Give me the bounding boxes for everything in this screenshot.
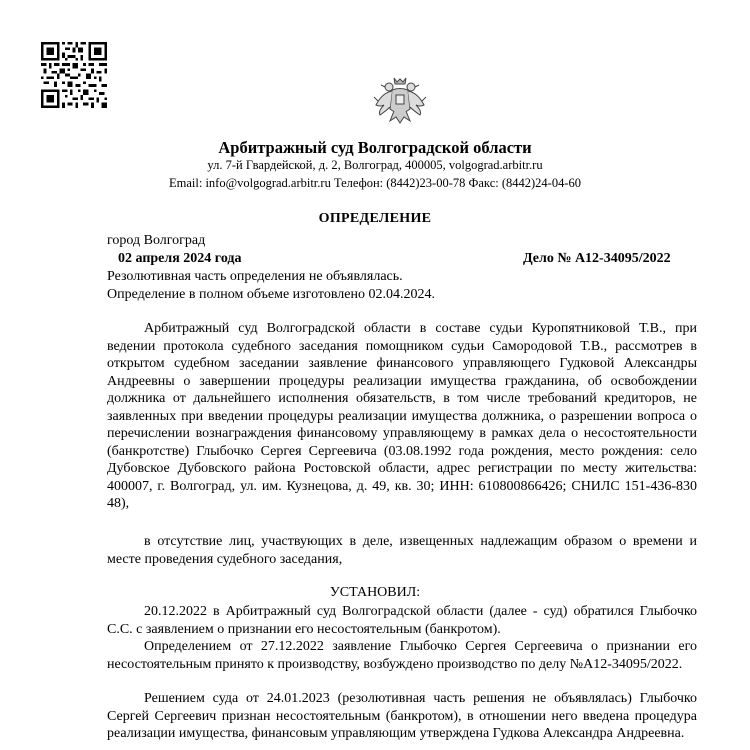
intro-paragraph: Арбитражный суд Волгоградской области в составе судьи Куропятниковой Т.В., при ведении протокола судебного заседания помощником судьи Самородовой Т.В., рассмотрев в открытом судебном заседании заявление финансового управляющего Гудковой Александры Андреевны о завершении процедуры реализации имущества гражданина, об освобождении должника от дальнейшего исполнения обязательств, в том числе требований кредиторов, не заявленных при введении процедуры реализации имущества должника, о разрешении вопроса о перечислении вознаграждения финансовому управляющему в рамках дела о несостоятельности (банкротстве) Глыбочко Сергея Сергеевича (03.08.1992 года рождения, место рождения: село Дубовское Дубовского района Ростовской области, адрес регистрации по месту жительства: 400007, г. Волгоград, ул. им. Кузнецова, д. 49, кв. 30; ИНН: 610800866426; СНИЛС 151-436-830 48), (107, 321, 697, 511)
city: город Волгоград (107, 233, 206, 248)
document-date: 02 апреля 2024 года (118, 251, 242, 266)
body-paragraph: Решением суда от 24.01.2023 (резолютивная часть решения не объявлялась) Глыбочко Сергей Сергеевич признан несостоятельным (банкротом), в отношении него введена процедура реализации имущества, финансовым управляющим утверждена Гудкова Александра Андреевна. (107, 691, 697, 741)
court-contacts: Email: info@volgograd.arbitr.ru Телефон: (8442)23-00-78 Факс: (8442)24-04-60 (169, 176, 581, 190)
qr-code-icon (41, 42, 107, 108)
russian-coat-of-arms-icon (372, 75, 428, 125)
absence-paragraph: в отсутствие лиц, участвующих в деле, извещенных надлежащим образом о времени и месте проведения судебного заседания, (107, 534, 697, 567)
resolution-note: Резолютивная часть определения не объявлялась. (107, 269, 403, 284)
case-number: Дело № А12-34095/2022 (523, 251, 671, 266)
document-title: ОПРЕДЕЛЕНИЕ (318, 211, 432, 226)
court-address: ул. 7-й Гвардейской, д. 2, Волгоград, 400005, volgograd.arbitr.ru (207, 158, 543, 172)
full-text-note: Определение в полном объеме изготовлено 02.04.2024. (107, 287, 435, 302)
body-paragraph: Определением от 27.12.2022 заявление Глыбочко Сергея Сергеевича о признании его несостоятельным принято к производству, возбуждено производство по делу №А12-34095/2022. (107, 639, 697, 672)
body-paragraph: 20.12.2022 в Арбитражный суд Волгоградской области (далее - суд) обратился Глыбочко С.С. с заявлением о признании его несостоятельным (банкротом). (107, 604, 697, 637)
court-name: Арбитражный суд Волгоградской области (218, 138, 532, 157)
established-heading: УСТАНОВИЛ: (329, 585, 421, 600)
